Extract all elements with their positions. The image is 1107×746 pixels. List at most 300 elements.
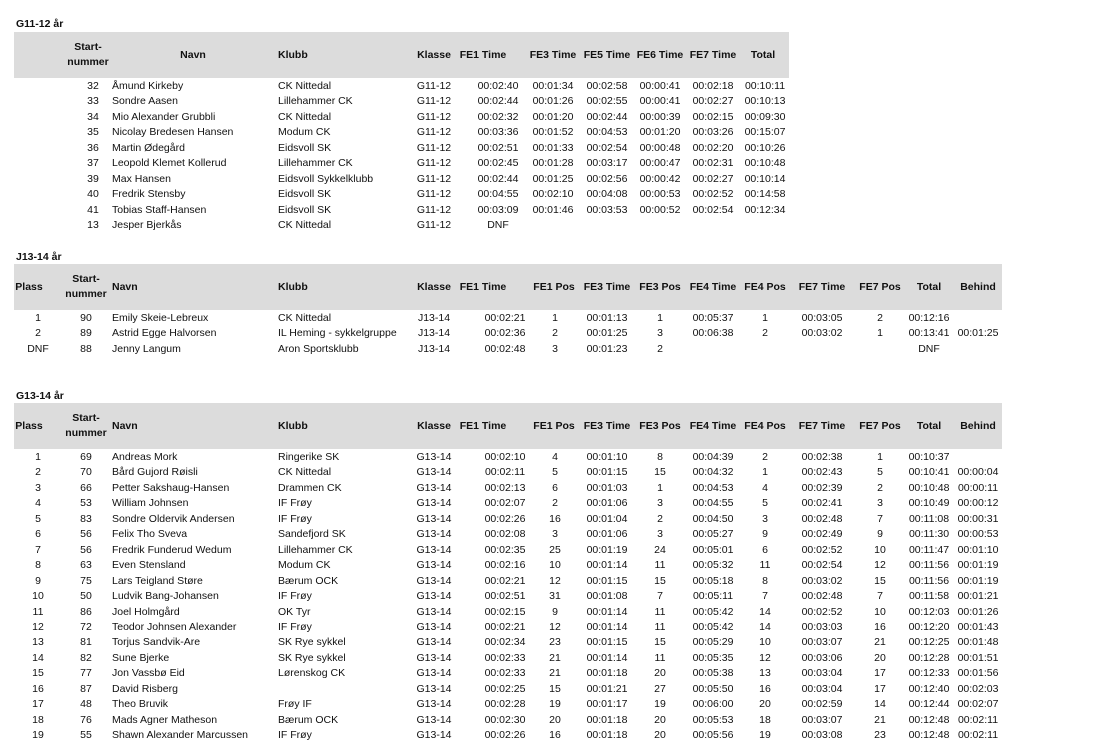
table-cell: 00:00:53 [957, 528, 999, 541]
table-cell: G11-12 [416, 126, 452, 139]
column-header: FE3 Time [583, 420, 631, 432]
table-row [0, 326, 1107, 341]
table-cell: Åmund Kirkeby [112, 80, 184, 92]
table-cell: 00:12:03 [908, 605, 950, 618]
column-header: FE6 Time [636, 49, 684, 61]
table-row [0, 311, 1107, 326]
table-cell: 00:01:04 [586, 512, 628, 525]
table-cell: Max Hansen [112, 172, 171, 185]
table-cell: Ringerike SK [278, 451, 340, 463]
table-row [0, 141, 1107, 156]
table-cell: 00:01:03 [586, 481, 628, 494]
table-cell: 00:01:21 [586, 682, 628, 695]
column-header: FE1 Pos [533, 281, 575, 293]
table-cell: 10 [874, 605, 886, 618]
table-cell: 00:01:06 [586, 497, 628, 510]
table-cell: 41 [87, 203, 99, 216]
table-cell: Bård Gujord Røisli [112, 466, 198, 479]
table-cell: Sandefjord SK [278, 528, 346, 541]
column-header: Plass [15, 281, 43, 293]
table-cell: 00:02:44 [477, 172, 519, 185]
table-cell: Lørenskog CK [278, 667, 346, 680]
table-cell: IF Frøy [278, 590, 312, 603]
table-cell: 77 [80, 667, 92, 680]
table-cell: 7 [762, 590, 768, 603]
table-cell: 00:12:48 [908, 713, 950, 726]
table-cell: Mio Alexander Grubbli [112, 110, 216, 123]
table-cell: 00:01:14 [586, 605, 628, 618]
table-cell: 00:03:36 [477, 126, 519, 139]
column-header: Klasse [417, 281, 451, 293]
column-header: FE1 Time [459, 420, 507, 432]
table-cell: 00:00:31 [957, 512, 999, 525]
table-cell: 10 [759, 636, 771, 649]
table-cell: 4 [762, 481, 768, 494]
table-cell: Tobias Staff-Hansen [112, 203, 207, 216]
table-cell: 1 [657, 481, 663, 494]
table-cell: Lillehammer CK [278, 543, 353, 556]
table-cell: Shawn Alexander Marcussen [112, 729, 248, 742]
table-cell: 7 [877, 590, 883, 603]
table-cell: 00:02:20 [692, 141, 734, 154]
table-cell: J13-14 [417, 312, 451, 324]
column-header: FE4 Pos [744, 420, 786, 432]
table-cell: William Johnsen [112, 497, 189, 510]
table-cell: 00:02:26 [484, 512, 526, 525]
table-cell: 00:01:19 [957, 574, 999, 587]
table-cell: 00:02:34 [484, 636, 526, 649]
table-cell: Drammen CK [278, 481, 342, 494]
column-header: FE7 Time [798, 281, 846, 293]
table-cell: 00:01:23 [586, 342, 628, 355]
table-cell: 00:11:58 [908, 590, 950, 603]
table-cell: 00:02:16 [484, 559, 526, 572]
table-row [0, 125, 1107, 140]
table-cell: 00:02:58 [586, 80, 628, 92]
column-header: Plass [15, 420, 43, 432]
table-cell: 1 [877, 451, 883, 463]
table-cell: 2 [657, 512, 663, 525]
table-cell: 9 [877, 528, 883, 541]
table-row [0, 512, 1107, 527]
table-cell: 00:05:35 [692, 651, 734, 664]
table-cell: 00:01:48 [957, 636, 999, 649]
table-cell: 00:03:53 [586, 203, 628, 216]
table-cell: 00:03:05 [801, 312, 843, 324]
table-cell: 63 [80, 559, 92, 572]
table-cell: 55 [80, 729, 92, 742]
table-cell: 00:00:04 [957, 466, 999, 479]
table-cell: 00:01:19 [586, 543, 628, 556]
table-cell: 00:11:08 [908, 512, 950, 525]
table-cell: 00:13:41 [908, 327, 950, 340]
table-cell: 00:10:37 [908, 451, 950, 463]
table-cell: 00:04:08 [586, 188, 628, 201]
table-cell: G13-14 [416, 636, 452, 649]
table-cell: Petter Sakshaug-Hansen [112, 481, 230, 494]
table-cell: Jesper Bjerkås [112, 219, 182, 232]
table-cell: 00:03:03 [801, 620, 843, 633]
table-cell: 13 [32, 636, 44, 649]
table-cell: 21 [549, 667, 561, 680]
table-cell: IF Frøy [278, 512, 312, 525]
table-cell: Lillehammer CK [278, 157, 353, 170]
table-cell: 00:09:30 [744, 110, 786, 123]
table-cell: 00:02:13 [484, 481, 526, 494]
table-cell: 1 [877, 327, 883, 340]
table-row [0, 574, 1107, 589]
table-cell: G13-14 [416, 651, 452, 664]
table-cell: 18 [759, 713, 771, 726]
table-cell: 20 [654, 729, 666, 742]
table-cell: 00:00:41 [639, 80, 681, 92]
table-cell: 23 [549, 636, 561, 649]
table-cell: 40 [87, 188, 99, 201]
table-cell: 00:02:21 [484, 574, 526, 587]
table-row [0, 558, 1107, 573]
table-cell: 34 [87, 110, 99, 123]
table-cell: 2 [552, 497, 558, 510]
table-cell: 00:02:52 [801, 605, 843, 618]
table-cell: G13-14 [416, 559, 452, 572]
table-cell: 00:02:11 [957, 729, 999, 742]
table-cell: 20 [549, 713, 561, 726]
table-cell: 00:03:07 [801, 636, 843, 649]
table-cell: David Risberg [112, 682, 178, 695]
table-cell: 00:02:41 [801, 497, 843, 510]
table-cell: 2 [762, 451, 768, 463]
table-cell: 00:03:06 [801, 651, 843, 664]
table-cell: 14 [759, 620, 771, 633]
table-cell: 2 [762, 327, 768, 340]
table-cell: 14 [759, 605, 771, 618]
table-cell: 00:05:32 [692, 559, 734, 572]
table-cell: 00:02:44 [477, 95, 519, 108]
table-cell: 00:02:55 [586, 95, 628, 108]
table-cell: 11 [654, 559, 666, 572]
table-cell: 10 [32, 590, 44, 603]
section-title: G11-12 år [16, 18, 64, 30]
table-cell: 00:01:14 [586, 620, 628, 633]
table-cell: 00:14:58 [744, 188, 786, 201]
table-cell: 7 [35, 543, 41, 556]
table-cell: Martin Ødegård [112, 141, 185, 154]
table-cell: Nicolay Bredesen Hansen [112, 126, 234, 139]
table-cell: 00:12:34 [744, 203, 786, 216]
table-cell: 48 [80, 698, 92, 711]
table-cell: 00:02:25 [484, 682, 526, 695]
table-cell: 00:03:04 [801, 682, 843, 695]
table-row [0, 156, 1107, 171]
table-cell: 00:02:27 [692, 172, 734, 185]
table-cell: 53 [80, 497, 92, 510]
table-cell: 12 [874, 559, 886, 572]
table-cell: 16 [874, 620, 886, 633]
table-cell: 00:05:29 [692, 636, 734, 649]
table-cell: G13-14 [416, 682, 452, 695]
table-cell: G11-12 [416, 203, 452, 216]
table-cell: 56 [80, 543, 92, 556]
table-cell: 3 [35, 481, 41, 494]
table-cell: Sondre Aasen [112, 95, 178, 108]
column-header: Behind [960, 420, 996, 432]
table-cell: Mads Agner Matheson [112, 713, 218, 726]
table-cell: 00:01:25 [532, 172, 574, 185]
table-cell: G13-14 [416, 590, 452, 603]
table-cell: 3 [657, 327, 663, 340]
table-cell: Bærum OCK [278, 713, 339, 726]
table-cell: 00:15:07 [744, 126, 786, 139]
table-cell: 00:02:21 [484, 312, 526, 324]
column-header: FE5 Time [583, 49, 631, 61]
table-cell: Modum CK [278, 126, 331, 139]
table-cell: 00:02:10 [532, 188, 574, 201]
table-cell: 00:04:53 [692, 481, 734, 494]
table-cell: 15 [874, 574, 886, 587]
table-cell: Ludvik Bang-Johansen [112, 590, 219, 603]
table-cell: 00:01:10 [957, 543, 999, 556]
table-cell: 4 [552, 451, 558, 463]
column-header: Klubb [278, 420, 308, 432]
table-cell: 1 [35, 451, 41, 463]
table-cell: 00:01:51 [957, 651, 999, 664]
table-cell: 2 [657, 342, 663, 355]
table-cell: 17 [874, 667, 886, 680]
table-cell: 20 [654, 713, 666, 726]
table-cell: Joel Holmgård [112, 605, 180, 618]
table-cell: 00:11:30 [908, 528, 950, 541]
table-cell: Astrid Egge Halvorsen [112, 327, 217, 340]
table-cell: G13-14 [416, 481, 452, 494]
table-cell: 00:02:11 [957, 713, 999, 726]
table-header [14, 264, 1002, 310]
table-cell: 24 [654, 543, 666, 556]
column-header: Start- nummer [65, 412, 107, 439]
table-cell: 00:12:16 [908, 312, 950, 324]
table-cell: 00:04:39 [692, 451, 734, 463]
table-cell: 00:01:18 [586, 667, 628, 680]
column-header: FE1 Time [459, 49, 507, 61]
table-cell: 00:02:18 [692, 80, 734, 92]
table-cell: 5 [35, 512, 41, 525]
table-cell: Lars Teigland Støre [112, 574, 203, 587]
table-cell: 00:05:42 [692, 620, 734, 633]
table-cell: 00:01:33 [532, 141, 574, 154]
table-cell: SK Rye sykkel [278, 651, 346, 664]
column-header: FE7 Pos [859, 281, 901, 293]
column-header: FE7 Time [798, 420, 846, 432]
table-cell: Eidsvoll SK [278, 188, 332, 201]
table-row [0, 605, 1107, 620]
table-cell: 00:02:03 [957, 682, 999, 695]
table-cell: 00:02:51 [477, 141, 519, 154]
table-cell: 31 [549, 590, 561, 603]
table-cell: 1 [35, 312, 41, 324]
table-cell: 00:01:06 [586, 528, 628, 541]
table-cell: 3 [877, 497, 883, 510]
table-cell: 11 [654, 651, 666, 664]
table-cell: 00:01:18 [586, 729, 628, 742]
table-cell: 82 [80, 651, 92, 664]
table-cell: 00:02:48 [801, 512, 843, 525]
table-cell: 00:01:17 [586, 698, 628, 711]
column-header: Klubb [278, 49, 308, 61]
column-header: Start- nummer [65, 273, 107, 300]
column-header: Klubb [278, 281, 308, 293]
table-cell: IL Heming - sykkelgruppe [278, 327, 397, 340]
table-cell: 00:01:28 [532, 157, 574, 170]
table-cell: 21 [549, 651, 561, 664]
table-cell: 00:12:33 [908, 667, 950, 680]
table-cell: 00:02:52 [801, 543, 843, 556]
table-cell: 86 [80, 605, 92, 618]
table-cell: Frøy IF [278, 698, 312, 711]
table-cell: 00:01:19 [957, 559, 999, 572]
table-cell: 2 [35, 327, 41, 340]
table-cell: 66 [80, 481, 92, 494]
table-row [0, 682, 1107, 697]
table-row [0, 620, 1107, 635]
table-cell: 00:02:54 [692, 203, 734, 216]
table-cell: 36 [87, 141, 99, 154]
table-cell: 16 [549, 729, 561, 742]
table-cell: 00:01:20 [639, 126, 681, 139]
column-header: Behind [960, 281, 996, 293]
table-row [0, 79, 1107, 94]
table-row [0, 543, 1107, 558]
table-cell: 00:05:27 [692, 528, 734, 541]
table-row [0, 666, 1107, 681]
table-cell: IF Frøy [278, 620, 312, 633]
table-cell: 2 [877, 481, 883, 494]
table-cell: 23 [874, 729, 886, 742]
table-cell: 00:03:08 [801, 729, 843, 742]
table-cell: 88 [80, 342, 92, 355]
table-cell: 00:01:10 [586, 451, 628, 463]
table-cell: 00:11:56 [908, 559, 950, 572]
table-cell: Modum CK [278, 559, 331, 572]
table-cell: 00:12:25 [908, 636, 950, 649]
table-cell: 00:02:48 [484, 342, 526, 355]
table-cell: 00:00:11 [957, 481, 999, 494]
table-cell: 14 [874, 698, 886, 711]
table-cell: 00:10:13 [744, 95, 786, 108]
table-cell: Sondre Oldervik Andersen [112, 512, 235, 525]
table-cell: 00:02:33 [484, 651, 526, 664]
table-cell: 3 [552, 342, 558, 355]
column-header: FE1 Time [459, 281, 507, 293]
table-cell: G13-14 [416, 620, 452, 633]
table-cell: 19 [549, 698, 561, 711]
table-cell: 16 [32, 682, 44, 695]
table-cell: 00:11:56 [908, 574, 950, 587]
table-row [0, 713, 1107, 728]
table-cell: 00:02:33 [484, 667, 526, 680]
column-header: Klasse [417, 420, 451, 432]
table-cell: 00:01:26 [957, 605, 999, 618]
table-cell: 00:03:02 [801, 574, 843, 587]
table-cell: 15 [654, 636, 666, 649]
table-cell: Lillehammer CK [278, 95, 353, 108]
table-cell: 00:11:47 [908, 543, 950, 556]
table-cell: 00:01:20 [532, 110, 574, 123]
column-header: FE3 Time [529, 49, 577, 61]
table-cell: 00:06:00 [692, 698, 734, 711]
column-header: Navn [180, 49, 206, 61]
column-header: FE3 Pos [639, 420, 681, 432]
table-cell: Eidsvoll SK [278, 141, 332, 154]
table-row [0, 110, 1107, 125]
table-cell: 2 [552, 327, 558, 340]
table-cell: 00:03:02 [801, 327, 843, 340]
table-row [0, 342, 1107, 357]
table-cell: 5 [877, 466, 883, 479]
table-cell: 12 [549, 620, 561, 633]
table-cell: CK Nittedal [278, 312, 332, 324]
section-title: J13-14 år [16, 251, 62, 263]
table-cell: 20 [759, 698, 771, 711]
table-cell: DNF [487, 219, 509, 232]
table-cell: 3 [657, 497, 663, 510]
table-cell: 00:02:30 [484, 713, 526, 726]
table-cell: 00:01:15 [586, 636, 628, 649]
table-cell: 00:01:14 [586, 651, 628, 664]
table-cell: 19 [32, 729, 44, 742]
table-cell: 21 [874, 713, 886, 726]
table-row [0, 496, 1107, 511]
table-cell: G13-14 [416, 466, 452, 479]
table-cell: 00:02:26 [484, 729, 526, 742]
table-cell: 12 [549, 574, 561, 587]
table-cell: 00:03:07 [801, 713, 843, 726]
table-cell: 9 [35, 574, 41, 587]
table-cell: 1 [762, 466, 768, 479]
table-cell: 00:02:07 [957, 698, 999, 711]
table-cell: Bærum OCK [278, 574, 339, 587]
table-cell: 00:02:45 [477, 157, 519, 170]
table-cell: 00:12:44 [908, 698, 950, 711]
table-cell: CK Nittedal [278, 466, 332, 479]
table-row [0, 172, 1107, 187]
table-cell: 00:00:48 [639, 141, 681, 154]
table-cell: G11-12 [416, 172, 452, 185]
table-cell: 00:05:11 [692, 590, 734, 603]
table-row [0, 728, 1107, 743]
table-header [14, 403, 1002, 449]
table-cell: 00:02:49 [801, 528, 843, 541]
table-cell: 00:04:55 [477, 188, 519, 201]
column-header: Navn [112, 281, 138, 293]
table-cell: 20 [874, 651, 886, 664]
table-cell: G13-14 [416, 729, 452, 742]
table-cell: 72 [80, 620, 92, 633]
table-cell: 18 [32, 713, 44, 726]
table-cell: 9 [552, 605, 558, 618]
table-cell: G11-12 [416, 95, 452, 108]
table-cell: 00:01:46 [532, 203, 574, 216]
table-cell: 00:01:15 [586, 574, 628, 587]
table-cell: 00:03:17 [586, 157, 628, 170]
table-cell: 1 [552, 312, 558, 324]
table-row [0, 203, 1107, 218]
table-row [0, 589, 1107, 604]
table-cell: 33 [87, 95, 99, 108]
table-cell: 00:05:53 [692, 713, 734, 726]
table-cell: Andreas Mork [112, 451, 178, 463]
table-cell: 00:12:40 [908, 682, 950, 695]
table-row [0, 187, 1107, 202]
table-cell: G13-14 [416, 605, 452, 618]
